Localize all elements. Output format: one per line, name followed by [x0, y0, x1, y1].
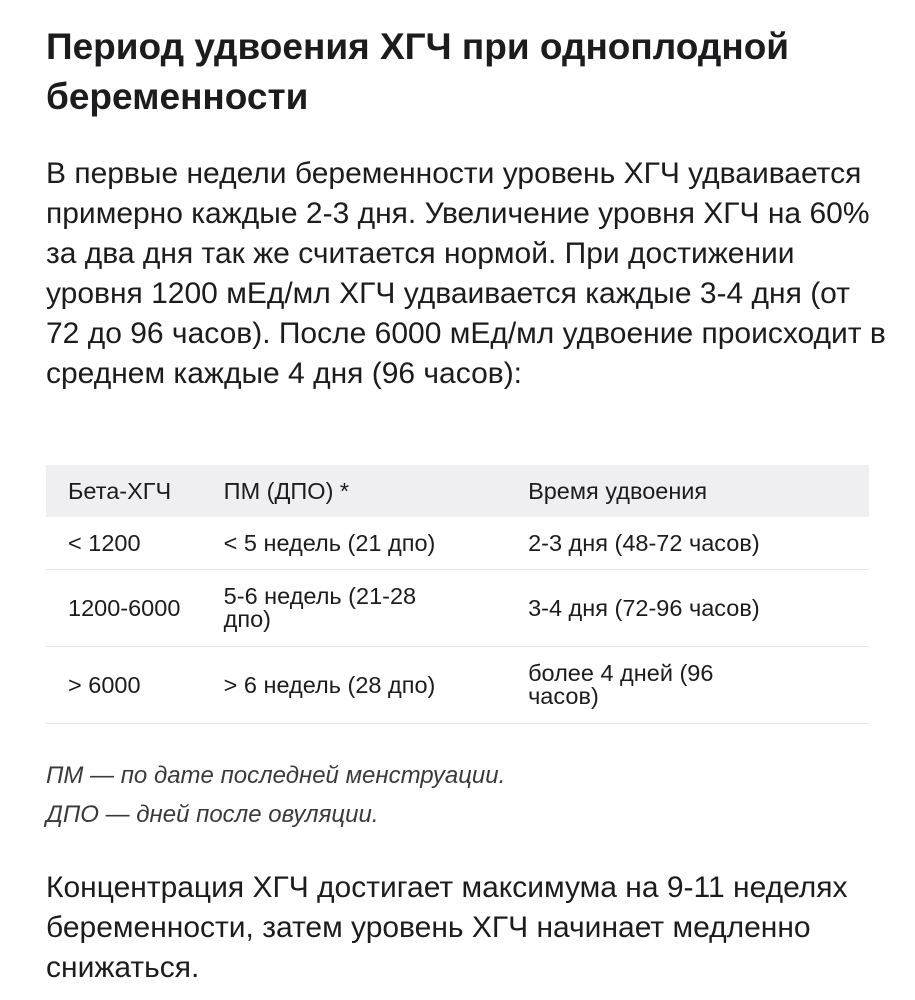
- footnote-lmp: ПМ — по дате последней менструации.: [46, 762, 506, 789]
- closing-paragraph: Концентрация ХГЧ достигает максимума на 9-11 неделях беременности, затем уровень ХГЧ начинает медленно снижаться.: [46, 871, 848, 984]
- column-header-lmp-dpo: ПМ (ДПО) *: [223, 477, 350, 504]
- table-cell-beta-hcg: < 1200: [68, 529, 141, 556]
- article-title: Период удвоения ХГЧ при одноплодной беременности: [46, 26, 790, 117]
- table-row: [46, 570, 869, 647]
- table-cell-beta-hcg: 1200-6000: [68, 594, 181, 621]
- column-header-doubling-time: Время удвоения: [528, 477, 708, 504]
- table-row: [46, 647, 869, 724]
- table-cell-doubling-time: 2-3 дня (48-72 часов): [528, 529, 760, 556]
- hcg-doubling-table: [46, 465, 869, 724]
- table-cell-doubling-time: более 4 дней (96 часов): [528, 660, 714, 709]
- intro-paragraph: В первые недели беременности уровень ХГЧ удваивается примерно каждые 2-3 дня. Увеличение уровня ХГЧ на 60% за два дня так же считается нормой. При достижении уровня 1200 мЕд/мл ХГЧ удваивается каждые 3-4 дня (от 72 до 96 часов). После 6000 мЕд/мл удвоение происходит в среднем каждые 4 дня (96 часов):: [46, 157, 886, 390]
- table-cell-lmp-dpo: 5-6 недель (21-28 дпо): [223, 583, 417, 632]
- footnotes: [46, 756, 886, 834]
- table-cell-lmp-dpo: > 6 недель (28 дпо): [223, 671, 436, 698]
- table-cell-doubling-time: 3-4 дня (72-96 часов): [528, 594, 760, 621]
- table-cell-beta-hcg: > 6000: [68, 671, 141, 698]
- doubling-time-table: [46, 465, 869, 724]
- table-header-row: [46, 465, 869, 517]
- table-row: [46, 517, 869, 570]
- table-cell-lmp-dpo: < 5 недель (21 дпо): [223, 529, 436, 556]
- footnote-dpo: ДПО — дней после овуляции.: [46, 801, 379, 828]
- column-header-beta-hcg: Бета-ХГЧ: [68, 477, 172, 504]
